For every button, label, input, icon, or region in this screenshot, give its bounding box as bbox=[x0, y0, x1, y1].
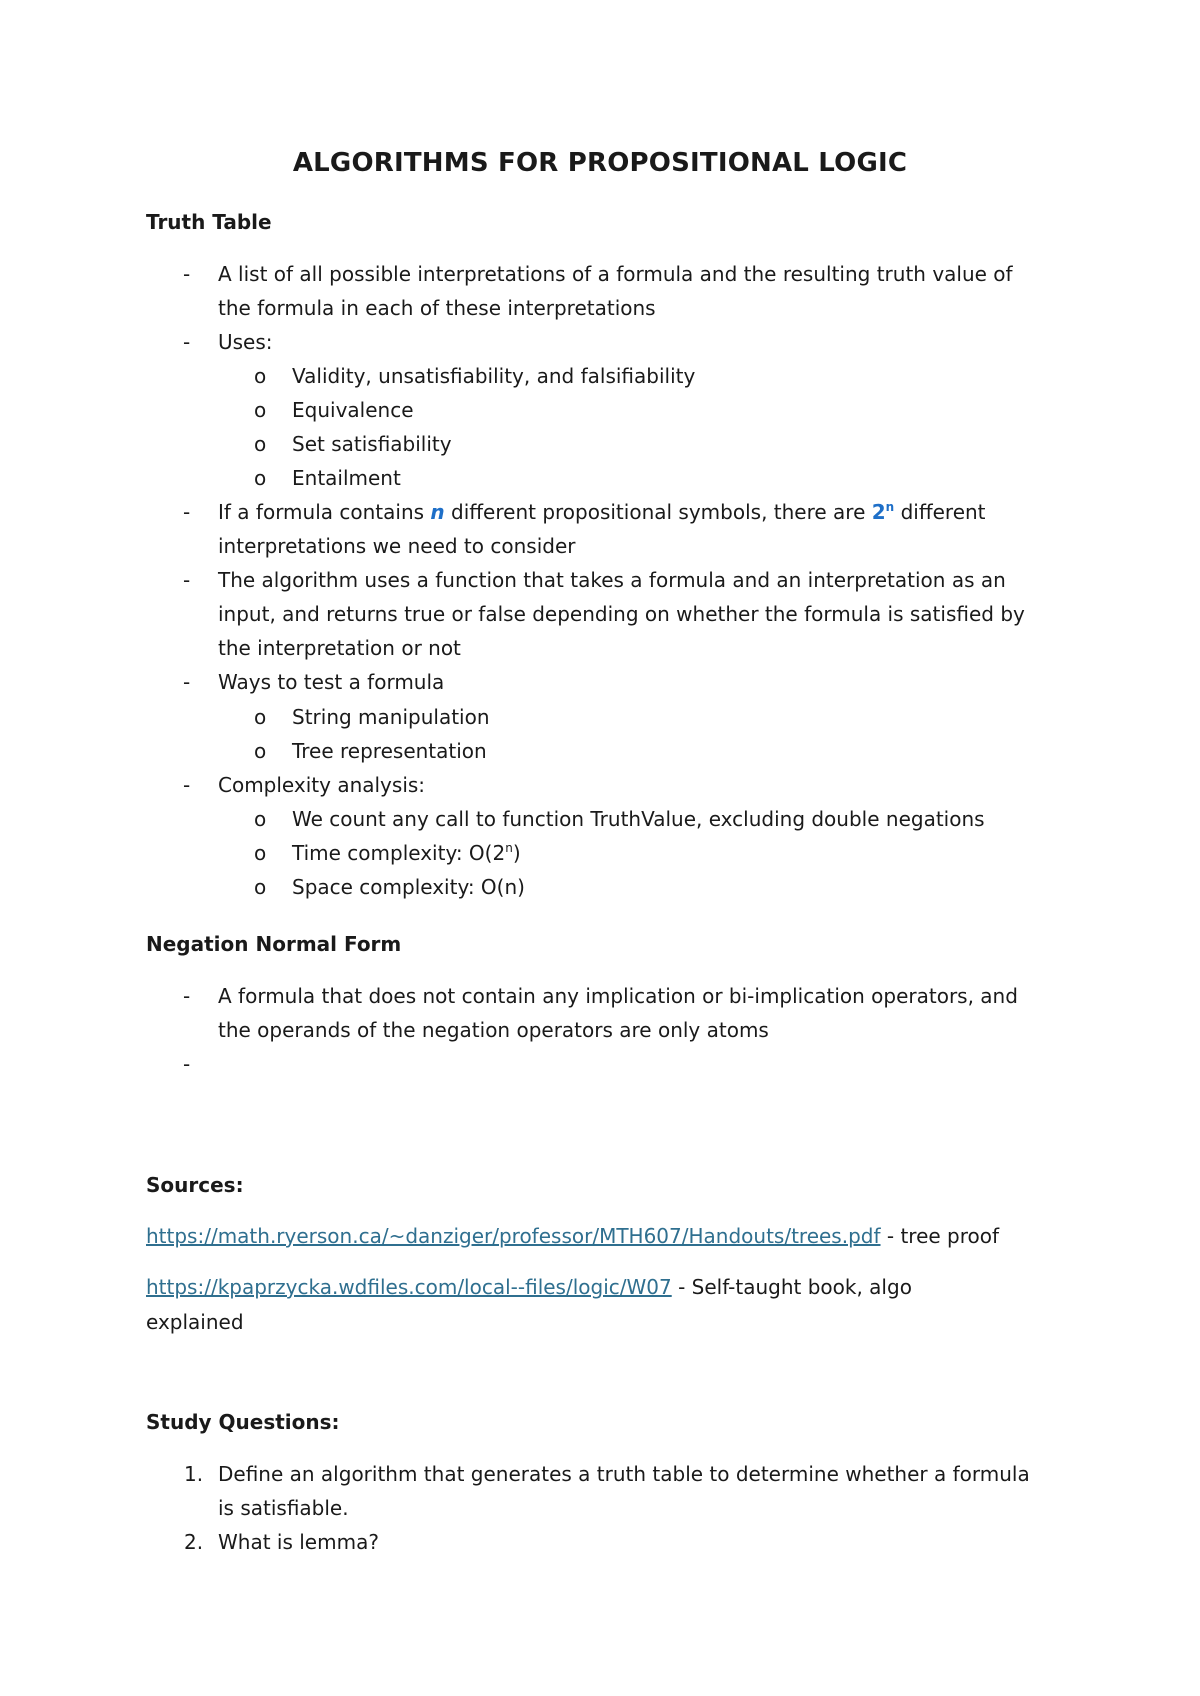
text-fragment: Time complexity: O(2 bbox=[292, 841, 506, 865]
time-complexity bbox=[292, 841, 521, 865]
n-variable: n bbox=[430, 500, 445, 524]
complexity-label: Complexity analysis: bbox=[218, 773, 426, 797]
text-fragment: different bbox=[894, 500, 986, 524]
source-desc: - tree proof bbox=[880, 1224, 1000, 1248]
circle-bullet: o bbox=[254, 398, 267, 422]
source-desc: - Self-taught book, algo bbox=[671, 1275, 912, 1299]
way-item: String manipulation bbox=[292, 705, 490, 729]
nnf-definition-line2: the operands of the negation operators are only atoms bbox=[218, 1018, 769, 1042]
source-1 bbox=[146, 1224, 999, 1248]
use-item: Entailment bbox=[292, 466, 401, 490]
dash-bullet: - bbox=[183, 984, 191, 1008]
study-questions-heading: Study Questions: bbox=[146, 1410, 340, 1434]
exponent-n: n bbox=[505, 841, 513, 855]
truth-table-definition-line2: the formula in each of these interpretations bbox=[218, 296, 656, 320]
nnf-heading: Negation Normal Form bbox=[146, 932, 402, 956]
use-item: Validity, unsatisfiability, and falsifiability bbox=[292, 364, 696, 388]
circle-bullet: o bbox=[254, 705, 267, 729]
sources-heading: Sources: bbox=[146, 1173, 244, 1197]
exponent-n: n bbox=[885, 500, 895, 514]
way-item: Tree representation bbox=[292, 739, 487, 763]
question-2: What is lemma? bbox=[218, 1530, 379, 1554]
dash-bullet: - bbox=[183, 262, 191, 286]
question-number: 2. bbox=[184, 1530, 204, 1554]
nnf-definition-line1: A formula that does not contain any implication or bi-implication operators, and bbox=[218, 984, 1018, 1008]
algorithm-desc-line1: The algorithm uses a function that takes a formula and an interpretation as an bbox=[218, 568, 1006, 592]
dash-bullet: - bbox=[183, 670, 191, 694]
circle-bullet: o bbox=[254, 364, 267, 388]
dash-bullet: - bbox=[183, 568, 191, 592]
circle-bullet: o bbox=[254, 841, 267, 865]
dash-bullet: - bbox=[183, 330, 191, 354]
truth-table-definition-line1: A list of all possible interpretations of a formula and the resulting truth value of bbox=[218, 262, 1013, 286]
truth-table-heading: Truth Table bbox=[146, 210, 272, 234]
source-2-desc-line2: explained bbox=[146, 1310, 244, 1334]
circle-bullet: o bbox=[254, 432, 267, 456]
algorithm-desc-line3: the interpretation or not bbox=[218, 636, 461, 660]
question-1-line2: is satisfiable. bbox=[218, 1496, 349, 1520]
empty-dash-bullet: - bbox=[183, 1052, 191, 1076]
circle-bullet: o bbox=[254, 739, 267, 763]
text-fragment: If a formula contains bbox=[218, 500, 431, 524]
dash-bullet: - bbox=[183, 773, 191, 797]
source-link-trees-pdf[interactable]: https://math.ryerson.ca/~danziger/professor/MTH607/Handouts/trees.pdf bbox=[146, 1224, 881, 1248]
base-two: 2 bbox=[871, 500, 886, 524]
text-fragment: ) bbox=[512, 841, 521, 865]
space-complexity: Space complexity: O(n) bbox=[292, 875, 525, 899]
interpretations-count-line1 bbox=[218, 500, 986, 524]
two-power bbox=[872, 500, 894, 524]
dash-bullet: - bbox=[183, 500, 191, 524]
complexity-item: We count any call to function TruthValue, excluding double negations bbox=[292, 807, 985, 831]
circle-bullet: o bbox=[254, 875, 267, 899]
page-title: ALGORITHMS FOR PROPOSITIONAL LOGIC bbox=[292, 148, 908, 178]
ways-label: Ways to test a formula bbox=[218, 670, 445, 694]
use-item: Set satisfiability bbox=[292, 432, 452, 456]
interpretations-count-line2: interpretations we need to consider bbox=[218, 534, 576, 558]
circle-bullet: o bbox=[254, 807, 267, 831]
text-fragment: different propositional symbols, there are bbox=[444, 500, 872, 524]
algorithm-desc-line2: input, and returns true or false depending on whether the formula is satisfied by bbox=[218, 602, 1025, 626]
question-number: 1. bbox=[184, 1462, 204, 1486]
uses-label: Uses: bbox=[218, 330, 273, 354]
circle-bullet: o bbox=[254, 466, 267, 490]
source-link-logic-w07[interactable]: https://kpaprzycka.wdfiles.com/local--files/logic/W07 bbox=[146, 1275, 672, 1299]
source-2 bbox=[146, 1275, 912, 1299]
question-1-line1: Define an algorithm that generates a truth table to determine whether a formula bbox=[218, 1462, 1030, 1486]
use-item: Equivalence bbox=[292, 398, 414, 422]
